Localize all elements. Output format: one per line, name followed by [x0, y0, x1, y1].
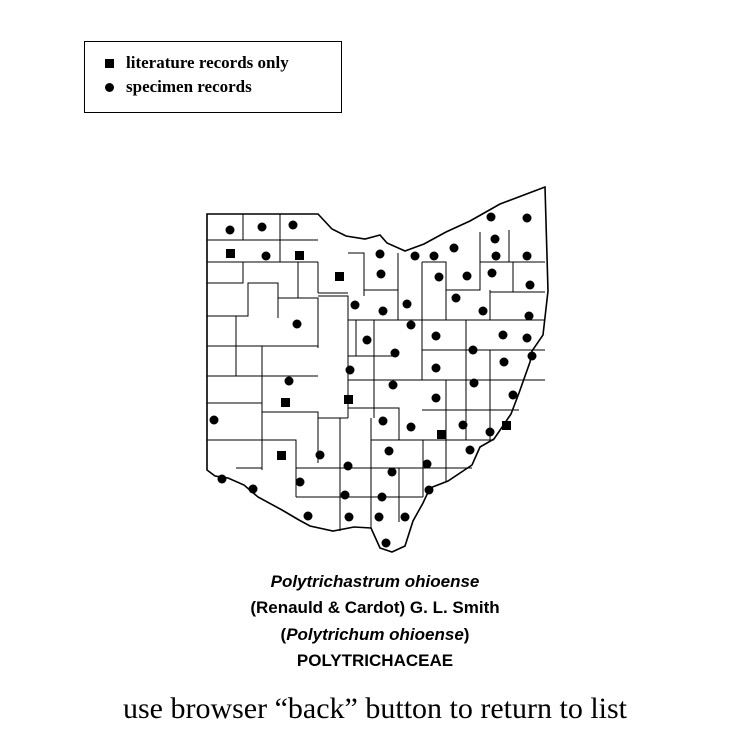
specimen-record-marker — [479, 307, 488, 316]
synonym-close-paren: ) — [463, 625, 470, 644]
species-authority: (Renauld & Cardot) G. L. Smith — [250, 598, 500, 617]
specimen-record-marker — [341, 491, 350, 500]
specimen-record-marker — [262, 252, 271, 261]
specimen-record-marker — [296, 478, 305, 487]
specimen-record-marker — [486, 428, 495, 437]
specimen-record-marker — [525, 312, 534, 321]
family-name: POLYTRICHACEAE — [296, 651, 454, 670]
specimen-record-marker — [401, 513, 410, 522]
specimen-record-marker — [210, 416, 219, 425]
specimen-record-marker — [459, 421, 468, 430]
specimen-record-marker — [492, 252, 501, 261]
specimen-record-marker — [470, 379, 479, 388]
specimen-record-marker — [407, 321, 416, 330]
specimen-record-marker — [423, 460, 432, 469]
specimen-record-marker — [304, 512, 313, 521]
specimen-record-marker — [391, 349, 400, 358]
specimen-record-marker — [432, 332, 441, 341]
specimen-record-marker — [452, 294, 461, 303]
specimen-record-marker — [430, 252, 439, 261]
specimen-record-marker — [432, 394, 441, 403]
specimen-record-marker — [463, 272, 472, 281]
specimen-record-marker — [523, 334, 532, 343]
legend-specimen-label: specimen records — [126, 77, 252, 96]
synonym-open-paren: ( — [280, 625, 287, 644]
specimen-record-marker — [488, 269, 497, 278]
specimen-record-marker — [469, 346, 478, 355]
specimen-record-marker — [389, 381, 398, 390]
specimen-record-marker — [487, 213, 496, 222]
specimen-record-marker — [403, 300, 412, 309]
specimen-record-marker — [344, 462, 353, 471]
specimen-record-marker — [375, 513, 384, 522]
specimen-record-marker — [249, 485, 258, 494]
specimen-record-marker — [509, 391, 518, 400]
specimen-record-marker — [285, 377, 294, 386]
legend-literature-label: literature records only — [126, 53, 289, 72]
specimen-record-marker — [378, 493, 387, 502]
species-name: Polytrichastrum ohioense — [270, 572, 480, 591]
specimen-record-marker — [425, 486, 434, 495]
specimen-record-marker — [218, 475, 227, 484]
specimen-record-marker — [500, 358, 509, 367]
specimen-record-marker — [258, 223, 267, 232]
specimen-record-marker — [363, 336, 372, 345]
specimen-record-marker — [411, 252, 420, 261]
specimen-record-marker — [382, 539, 391, 548]
specimen-record-marker — [499, 331, 508, 340]
specimen-record-marker — [523, 252, 532, 261]
specimen-record-marker — [435, 273, 444, 282]
specimen-record-marker — [491, 235, 500, 244]
specimen-record-marker — [450, 244, 459, 253]
specimen-record-marker — [345, 513, 354, 522]
specimen-record-marker — [388, 468, 397, 477]
specimen-record-marker — [526, 281, 535, 290]
specimen-record-marker — [316, 451, 325, 460]
specimen-record-marker — [346, 366, 355, 375]
specimen-record-marker — [379, 307, 388, 316]
specimen-record-marker — [289, 221, 298, 230]
back-instruction-text: use browser “back” button to return to list — [122, 692, 628, 725]
specimen-record-marker — [385, 447, 394, 456]
specimen-record-marker — [293, 320, 302, 329]
specimen-record-marker — [379, 417, 388, 426]
specimen-record-marker — [523, 214, 532, 223]
specimen-record-marker — [351, 301, 360, 310]
specimen-record-marker — [226, 226, 235, 235]
species-synonym-line — [0, 624, 750, 645]
specimen-record-marker — [377, 270, 386, 279]
specimen-record-marker — [528, 352, 537, 361]
species-synonym: Polytrichum ohioense — [286, 625, 464, 644]
specimen-record-marker — [407, 423, 416, 432]
specimen-record-marker — [466, 446, 475, 455]
specimen-record-marker — [432, 364, 441, 373]
specimen-record-marker — [376, 250, 385, 259]
